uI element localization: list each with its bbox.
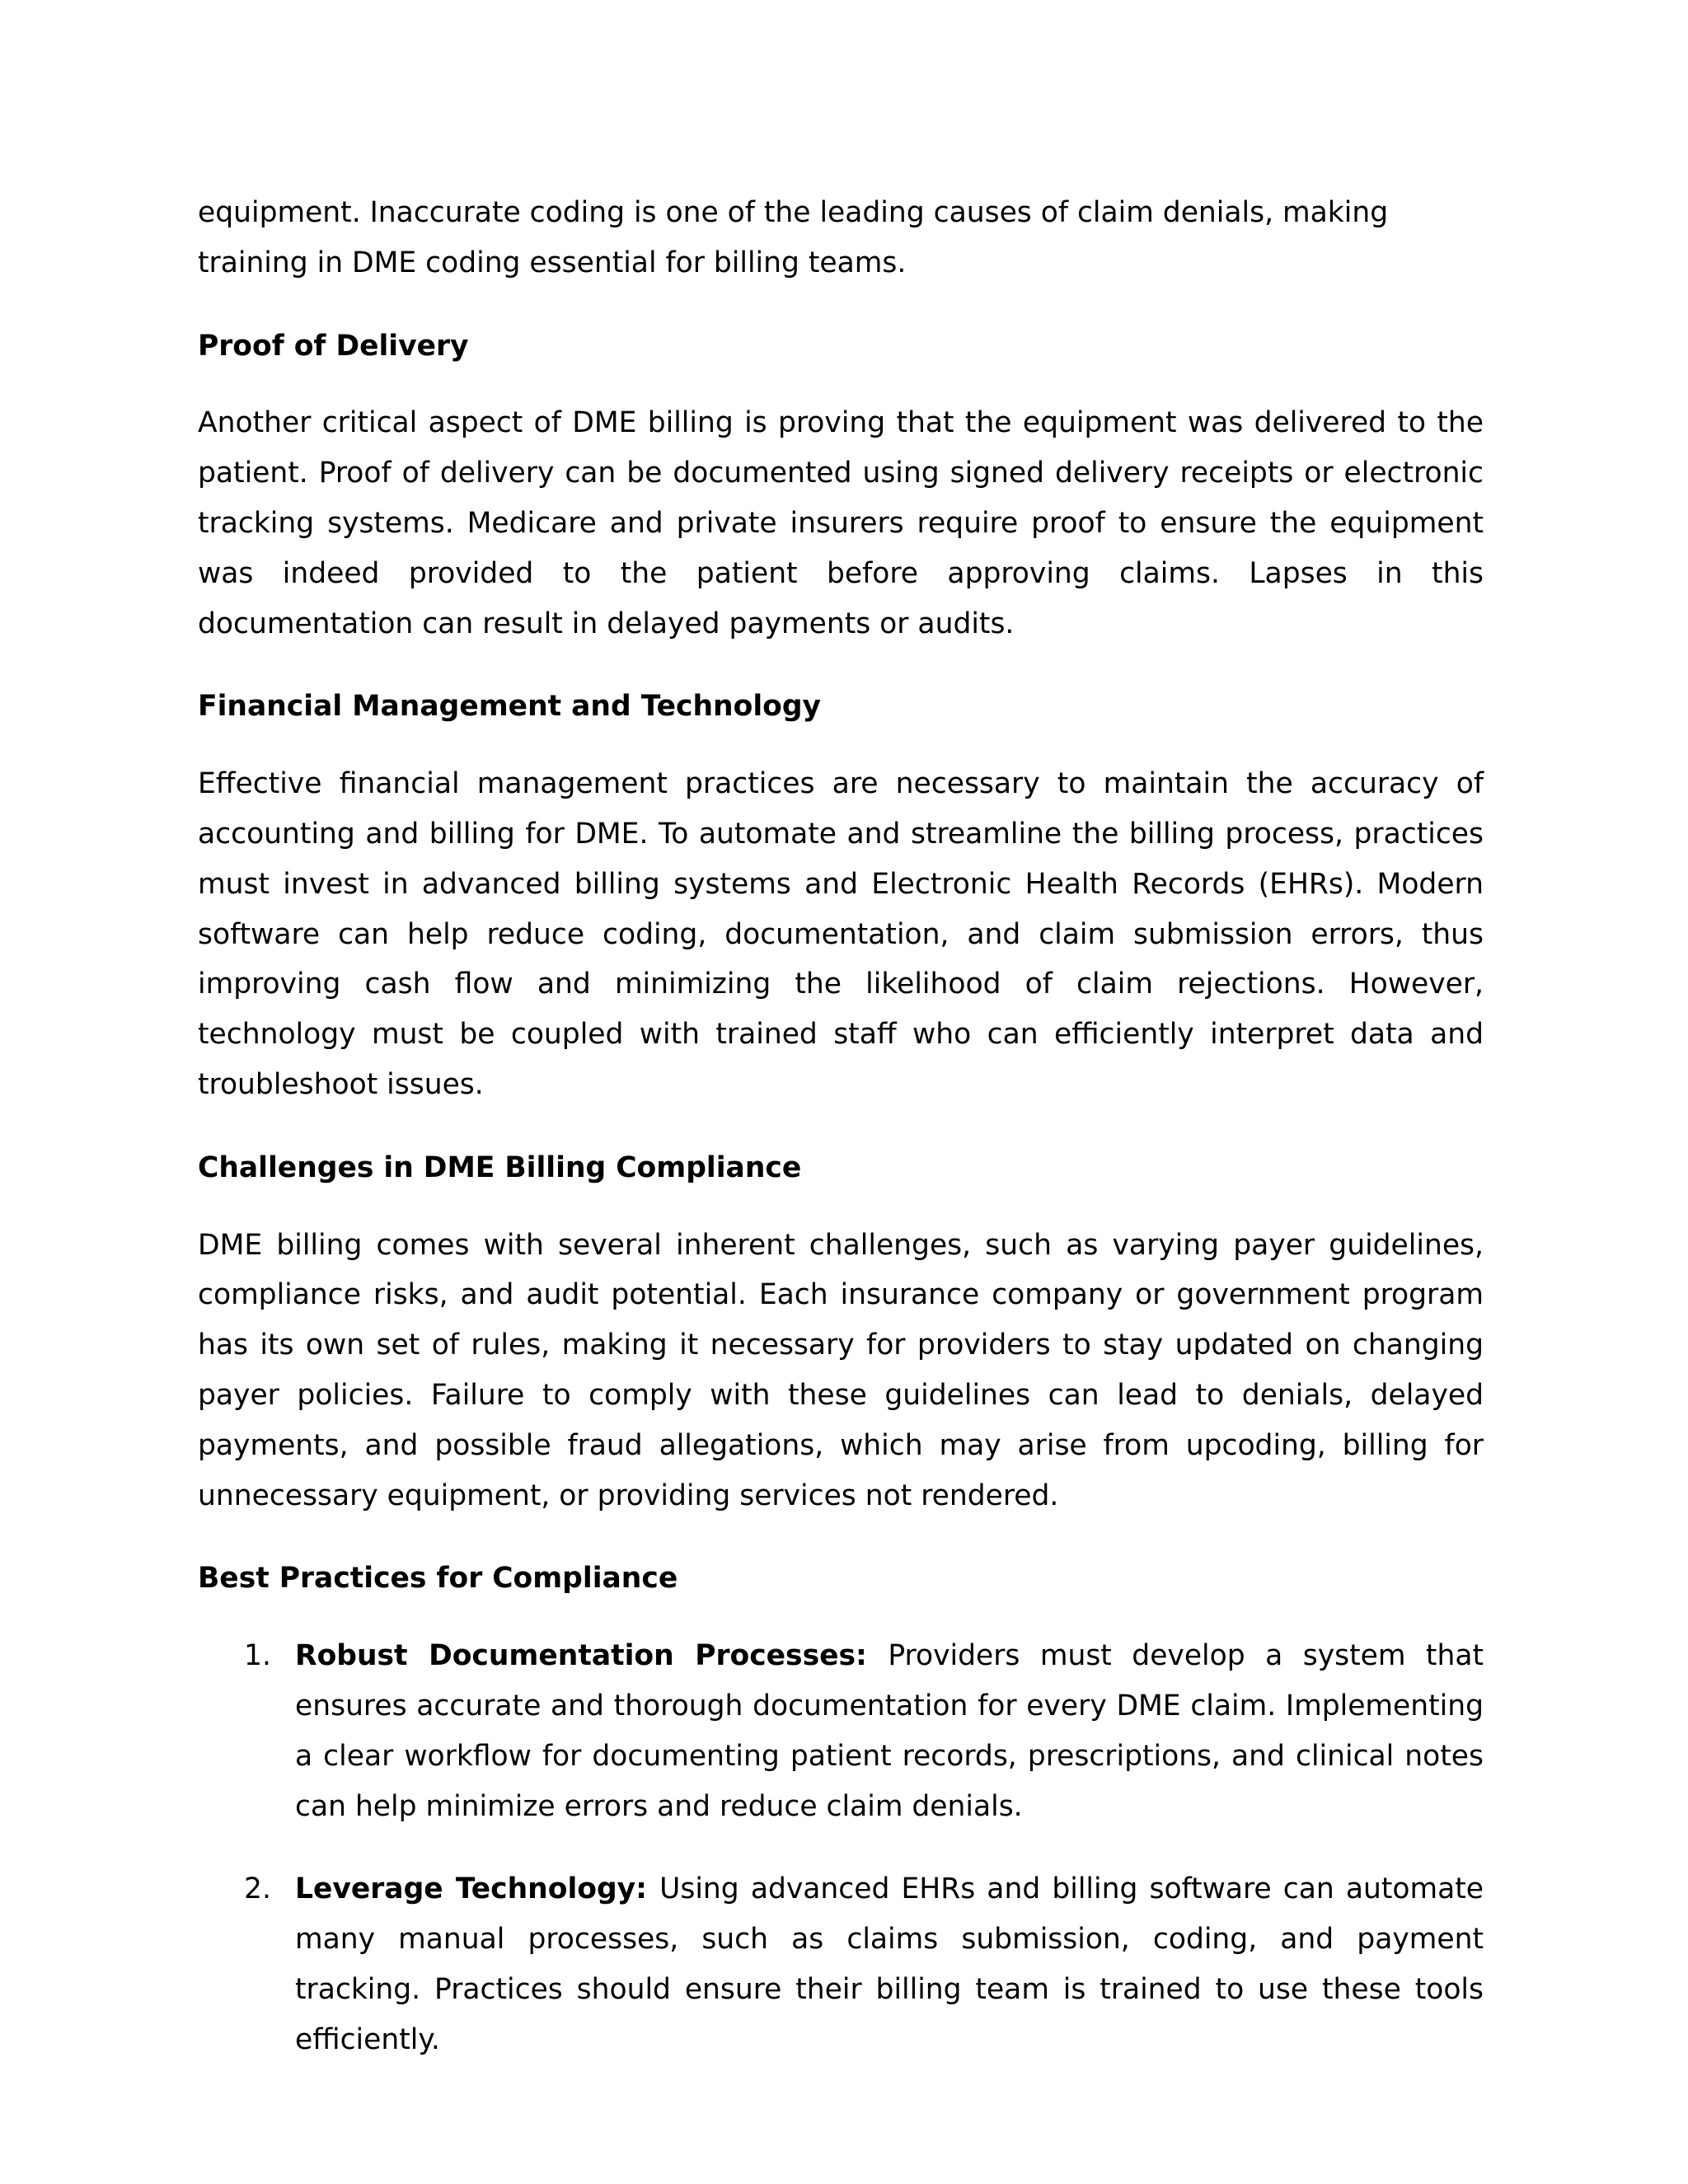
list-item-text: Using advanced EHRs and billing software can automate many manual processes, such as claims submission, coding, and payment tracking. Practices should ensure their billing team is trained to use these tools efficiently. <box>295 1872 1484 2056</box>
section-heading-proof-of-delivery: Proof of Delivery <box>198 329 469 363</box>
best-practices-list <box>198 1631 1484 2064</box>
section-heading-best-practices: Best Practices for Compliance <box>198 1562 678 1596</box>
list-item-number: 1. <box>244 1639 271 1673</box>
section-heading-financial-management: Financial Management and Technology <box>198 690 822 724</box>
document-page <box>198 188 1484 2098</box>
list-item-title: Robust Documentation Processes: <box>295 1639 889 1673</box>
list-item-text: Providers must develop a system that ensures accurate and thorough documentation for every DME claim. Implementing a clear workflow for documenting patient records, prescriptions, and clinical notes can help minimize errors and reduce claim denials. <box>295 1639 1484 1823</box>
list-item <box>198 1864 1484 2064</box>
section-body-challenges: DME billing comes with several inherent challenges, such as varying payer guidelines, compliance risks, and audit potential. Each insurance company or government program has its own set of rules, making it necessary for providers to stay updated on changing payer policies. Failure to comply with these guidelines can lead to denials, delayed payments, and possible fraud allegations, which may arise from upcoding, billing for unnecessary equipment, or providing services not rendered. <box>198 1228 1484 1512</box>
section-body-financial-management: Effective financial management practices are necessary to maintain the accuracy of accounting and billing for DME. To automate and streamline the billing process, practices must invest in advanced billing systems and Electronic Health Records (EHRs). Modern software can help reduce coding, documentation, and claim submission errors, thus improving cash flow and minimizing the likelihood of claim rejections. However, technology must be coupled with trained staff who can efficiently interpret data and troubleshoot issues. <box>198 767 1484 1101</box>
section-body-proof-of-delivery: Another critical aspect of DME billing is proving that the equipment was delivered to the patient. Proof of delivery can be documented using signed delivery receipts or electronic tracking systems. Medicare and private insurers require proof to ensure the equipment was indeed provided to the patient before approving claims. Lapses in this documentation can result in delayed payments or audits. <box>198 406 1484 640</box>
list-item-number: 2. <box>244 1872 271 1906</box>
intro-paragraph: equipment. Inaccurate coding is one of the leading causes of claim denials, making training in DME coding essential for billing teams. <box>198 196 1389 279</box>
list-item <box>198 1631 1484 1831</box>
section-heading-challenges: Challenges in DME Billing Compliance <box>198 1151 802 1184</box>
list-item-title: Leverage Technology: <box>295 1872 660 1906</box>
